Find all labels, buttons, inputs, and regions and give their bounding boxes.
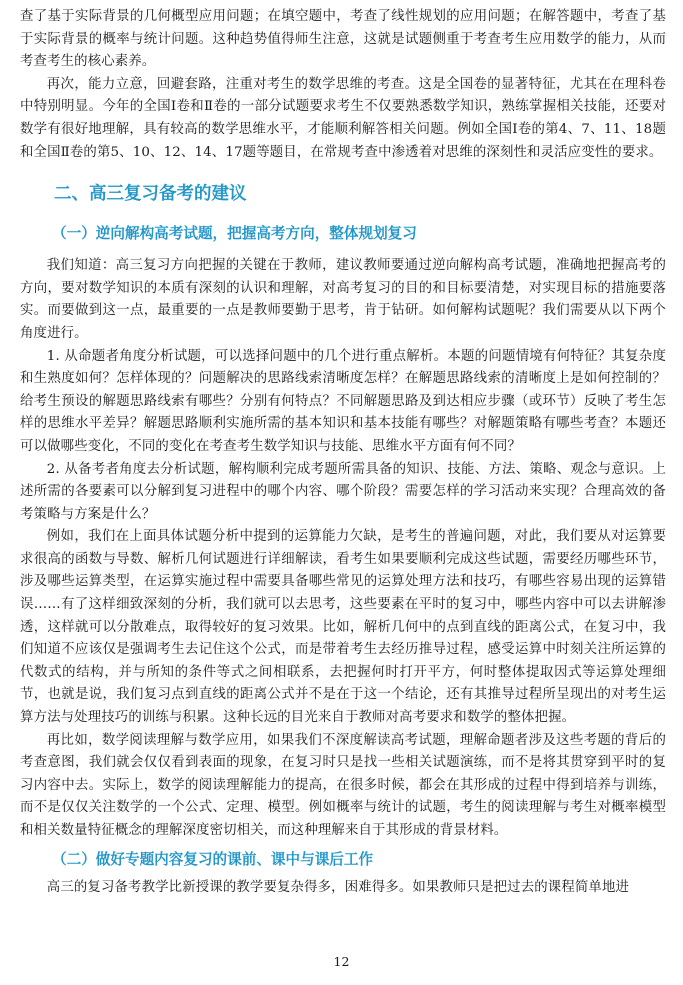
document-page (20, 6, 666, 899)
subsection1-paragraph-3: 2. 从备考者角度去分析试题，解构顺利完成考题所需具备的知识、技能、方法、策略、观念与意识。上述所需的各要素可以分解到复习进程中的哪个内容、哪个阶段？需要怎样的学习活动来实现？合理高效的备考策略与方案是什么？ (20, 461, 666, 522)
intro-paragraph-1: 查了基于实际背景的几何概型应用问题；在填空题中，考查了线性规划的应用问题；在解答题中，考查了基于实际背景的概率与统计问题。这种趋势值得师生注意，这就是试题侧重于考查考生应用数学的能力，从而考查考生的核心素养。 (20, 9, 666, 70)
subsection-title-2: （二）做好专题内容复习的课前、课中与课后工作 (52, 850, 374, 868)
section-title-2: 二、高三复习备考的建议 (54, 184, 247, 205)
subsection1-paragraph-4: 例如，我们在上面具体试题分析中提到的运算能力欠缺，是考生的普遍问题，对此，我们要从对运算要求很高的函数与导数、解析几何试题进行详细解读，看考生如果要顺利完成这些试题，需要经历哪些环节，涉及哪些运算类型，在运算实施过程中需要具备哪些常见的运算处理方法和技巧，有哪些容易出现的运算错误……有了这样细致深刻的分析，我们就可以去思考，这些要素在平时的复习中，哪些内容中可以去讲解渗透，这样就可以分散难点，取得较好的复习效果。比如，解析几何中的点到直线的距离公式，在复习中，我们知道不应该仅是强调考生去记住这个公式，而是带着考生去经历推导过程，感受运算中时刻关注所运算的代数式的结构，并与所知的条件等式之间相联系，去把握何时打开平方，何时整体提取因式等运算处理细节，也就是说，我们复习点到直线的距离公式并不是在于这一个结论，还有其推导过程所呈现出的对考生运算方法与处理技巧的训练与积累。这种长远的目光来自于教师对高考要求和数学的整体把握。 (20, 529, 666, 726)
intro-paragraph-2: 再次，能力立意，回避套路，注重对考生的数学思维的考查。这是全国卷的显著特征，尤其在在理科卷中特别明显。今年的全国Ⅰ卷和Ⅱ卷的一部分试题要求考生不仅要熟悉数学知识，熟练掌握相关技能，还要对数学有很好地理解，具有较高的数学思维水平，才能顺利解答相关问题。例如全国Ⅰ卷的第4、7、11、18题和全国Ⅱ卷的第5、10、12、14、17题等题目，在常规考查中渗透着对思维的深刻性和灵活应变性的要求。 (20, 76, 666, 160)
subsection1-paragraph-1: 我们知道：高三复习方向把握的关键在于教师，建议教师要通过逆向解构高考试题，准确地把握高考的方向，要对数学知识的本质有深刻的认识和理解，对高考复习的目的和目标要清楚，对实现目标的措施要落实。而要做到这一点，最重要的一点是教师要勤于思考，肯于钻研。如何解构试题呢？我们需要从以下两个角度进行。 (20, 258, 666, 341)
subsection1-paragraph-5: 再比如，数学阅读理解与数学应用，如果我们不深度解读高考试题，理解命题者涉及这些考题的背后的考查意图，我们就会仅仅看到表面的现象，在复习时只是找一些相关试题演练，而不是将其贯穿到平时的复习内容中去。实际上，数学的阅读理解能力的提高，在很多时候，都会在其形成的过程中得到培养与训练，而不是仅仅关注数学的一个公式、定理、模型。例如概率与统计的试题，考生的阅读理解与考生对概率模型和相关数量特征概念的理解深度密切相关，而这种理解来自于其形成的背景材料。 (20, 732, 666, 838)
subsection1-paragraph-2: 1. 从命题者角度分析试题，可以选择问题中的几个进行重点解析。本题的问题情境有何特征？其复杂度和生熟度如何？怎样体现的？问题解决的思路线索清晰度怎样？在解题思路线索的清晰度上是如何控制的？给考生预设的解题思路线索有哪些？分别有何特点？不同解题思路及到达相应步骤（或环节）反映了考生怎样的思维水平差异？解题思路顺利实施所需的基本知识和基本技能有哪些？对解题策略有哪些考查？本题还可以做哪些变化，不同的变化在考查考生数学知识与技能、思维水平方面有何不同？ (20, 348, 666, 454)
subsection2-paragraph-1: 高三的复习备考教学比新授课的教学要复杂得多，困难得多。如果教师只是把过去的课程简单地进 (46, 879, 630, 895)
page-number: 12 (333, 954, 350, 969)
subsection-title-1: （一）逆向解构高考试题，把握高考方向，整体规划复习 (52, 225, 417, 243)
